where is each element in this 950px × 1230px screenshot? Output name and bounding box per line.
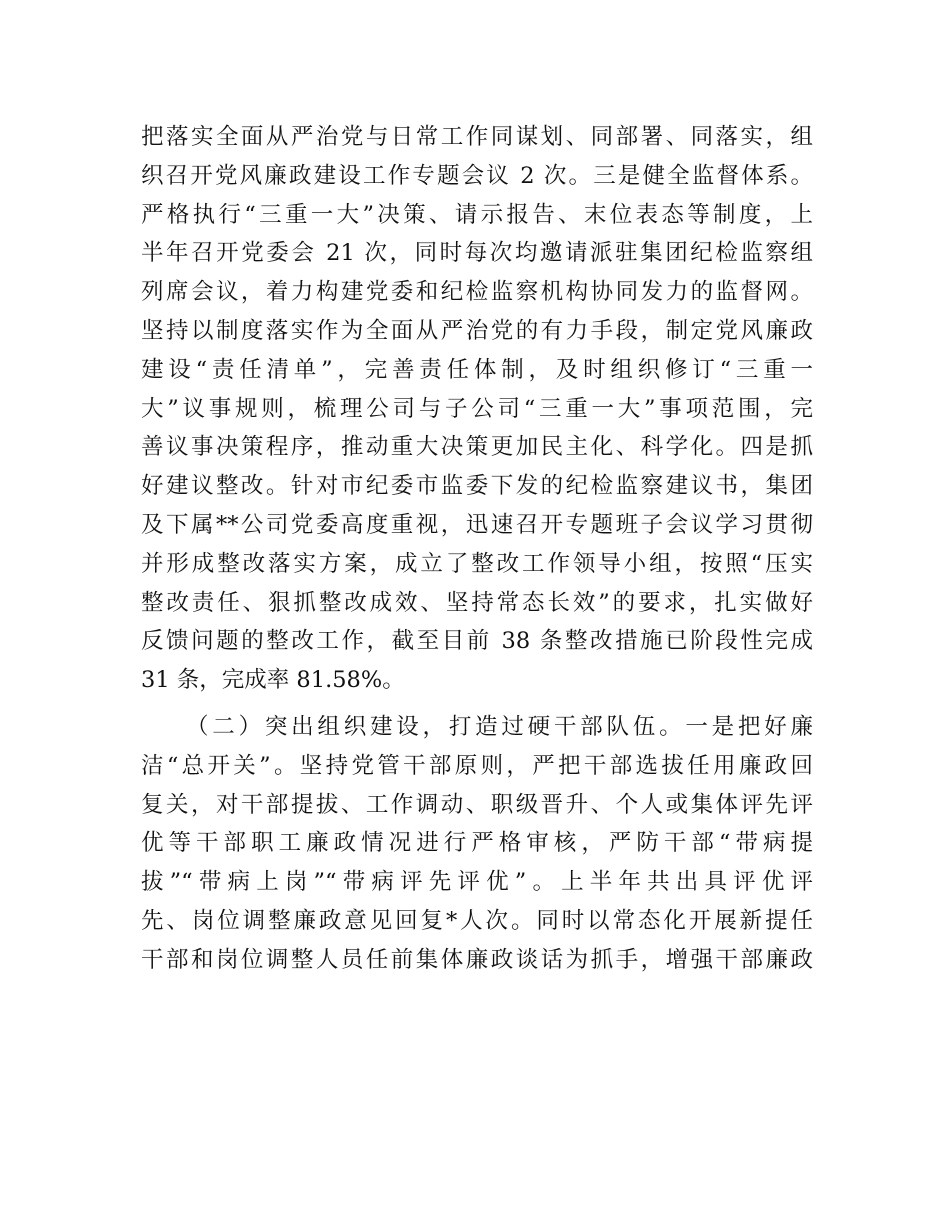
paragraph-line: 严格执行“三重一大”决策、请示报告、末位表态等制度，上 (141, 201, 813, 228)
paragraph-line: 优等干部职工廉政情况进行严格审核，严防干部“带病提 (141, 830, 813, 857)
paragraph-line: 善议事决策程序，推动重大决策更加民主化、科学化。四是抓 (141, 434, 813, 461)
paragraph-line: 复关，对干部提拔、工作调动、职级晋升、个人或集体评先评 (141, 791, 813, 818)
paragraph-line: 31 条，完成率 81.58%。 (141, 667, 405, 694)
paragraph-line: 并形成整改落实方案，成立了整改工作领导小组，按照“压实 (141, 550, 813, 577)
paragraph-line: 半年召开党委会 21 次，同时每次均邀请派驻集团纪检监察组 (141, 240, 813, 267)
paragraph-line: 大”议事规则，梳理公司与子公司“三重一大”事项范围，完 (141, 395, 813, 422)
paragraph-line: 坚持以制度落实作为全面从严治党的有力手段，制定党风廉政 (141, 317, 813, 344)
paragraph-line: 干部和岗位调整人员任前集体廉政谈话为抓手，增强干部廉政 (141, 946, 813, 973)
paragraph-line: 整改责任、狠抓整改成效、坚持常态长效”的要求，扎实做好 (141, 589, 813, 616)
paragraph-line: 拔”“带病上岗”“带病评先评优”。上半年共出具评优评 (141, 869, 813, 896)
paragraph-line: 洁“总开关”。坚持党管干部原则，严把干部选拔任用廉政回 (141, 752, 813, 779)
paragraph-line: 先、岗位调整廉政意见回复*人次。同时以常态化开展新提任 (141, 907, 813, 934)
paragraph-line: 建设“责任清单”，完善责任体制，及时组织修订“三重一 (141, 356, 813, 383)
paragraph-line: 反馈问题的整改工作，截至目前 38 条整改措施已阶段性完成 (141, 628, 813, 655)
paragraph-line: 列席会议，着力构建党委和纪检监察机构协同发力的监督网。 (141, 279, 813, 306)
paragraph-line: 把落实全面从严治党与日常工作同谋划、同部署、同落实，组 (141, 124, 813, 150)
paragraph-line: （二）突出组织建设，打造过硬干部队伍。一是把好廉 (186, 714, 813, 740)
paragraph-line: 及下属**公司党委高度重视，迅速召开专题班子会议学习贯彻 (141, 511, 813, 538)
paragraph-1 (141, 118, 813, 700)
paragraph-line: 好建议整改。针对市纪委市监委下发的纪检监察建议书，集团 (141, 473, 813, 500)
paragraph-2 (141, 708, 813, 980)
paragraph-line: 织召开党风廉政建设工作专题会议 2 次。三是健全监督体系。 (141, 162, 813, 189)
